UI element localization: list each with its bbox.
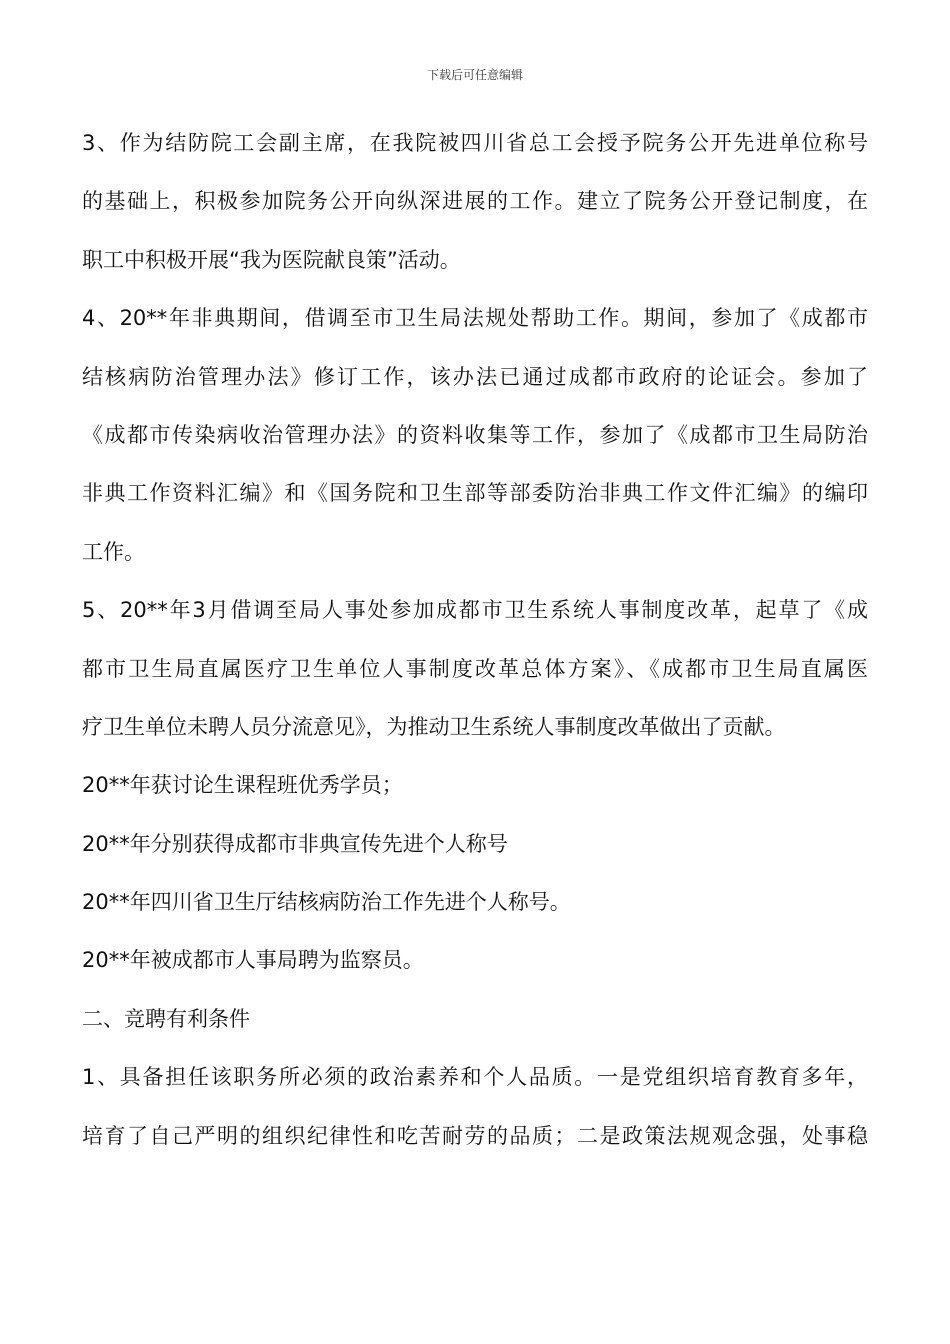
text-line: 20**年分别获得成都市非典宣传先进个人称号 [82, 831, 508, 856]
text-line: 工作。 [82, 539, 145, 564]
text-line: 结核病防治管理办法》修订工作，该办法已通过成都市政府的论证会。参加了 [82, 364, 868, 389]
text-line: 1、具备担任该职务所必须的政治素养和个人品质。一是党组织培育教育多年， [82, 1065, 868, 1090]
document-body [82, 114, 868, 1165]
text-line: 《成都市传染病收治管理办法》的资料收集等工作，参加了《成都市卫生局防治 [82, 422, 868, 447]
text-line: 的基础上，积极参加院务公开向纵深进展的工作。建立了院务公开登记制度，在 [82, 189, 868, 214]
text-line: 20**年获讨论生课程班优秀学员； [82, 773, 403, 798]
text-line: 20**年四川省卫生厅结核病防治工作先进个人称号。 [82, 890, 571, 915]
text-line: 5、20**年3月借调至局人事处参加成都市卫生系统人事制度改革，起草了《成 [82, 598, 868, 623]
page-header: 下载后可任意编辑 [426, 68, 523, 82]
text-line: 职工中积极开展“我为医院献良策”活动。 [82, 247, 461, 272]
text-line: 培育了自己严明的组织纪律性和吃苦耐劳的品质；二是政策法规观念强，处事稳 [82, 1123, 868, 1148]
text-line: 4、20**年非典期间，借调至市卫生局法规处帮助工作。期间，参加了《成都市 [82, 306, 868, 331]
text-line: 疗卫生单位未聘人员分流意见》，为推动卫生系统人事制度改革做出了贡献。 [82, 714, 786, 739]
text-line: 非典工作资料汇编》和《国务院和卫生部等部委防治非典工作文件汇编》的编印 [82, 481, 868, 506]
section-heading: 二、竞聘有利条件 [82, 1006, 250, 1031]
text-line: 3、作为结防院工会副主席，在我院被四川省总工会授予院务公开先进单位称号 [82, 131, 868, 155]
text-line: 20**年被成都市人事局聘为监察员。 [82, 948, 424, 973]
text-line: 都市卫生局直属医疗卫生单位人事制度改革总体方案》、《成都市卫生局直属医 [82, 656, 868, 681]
